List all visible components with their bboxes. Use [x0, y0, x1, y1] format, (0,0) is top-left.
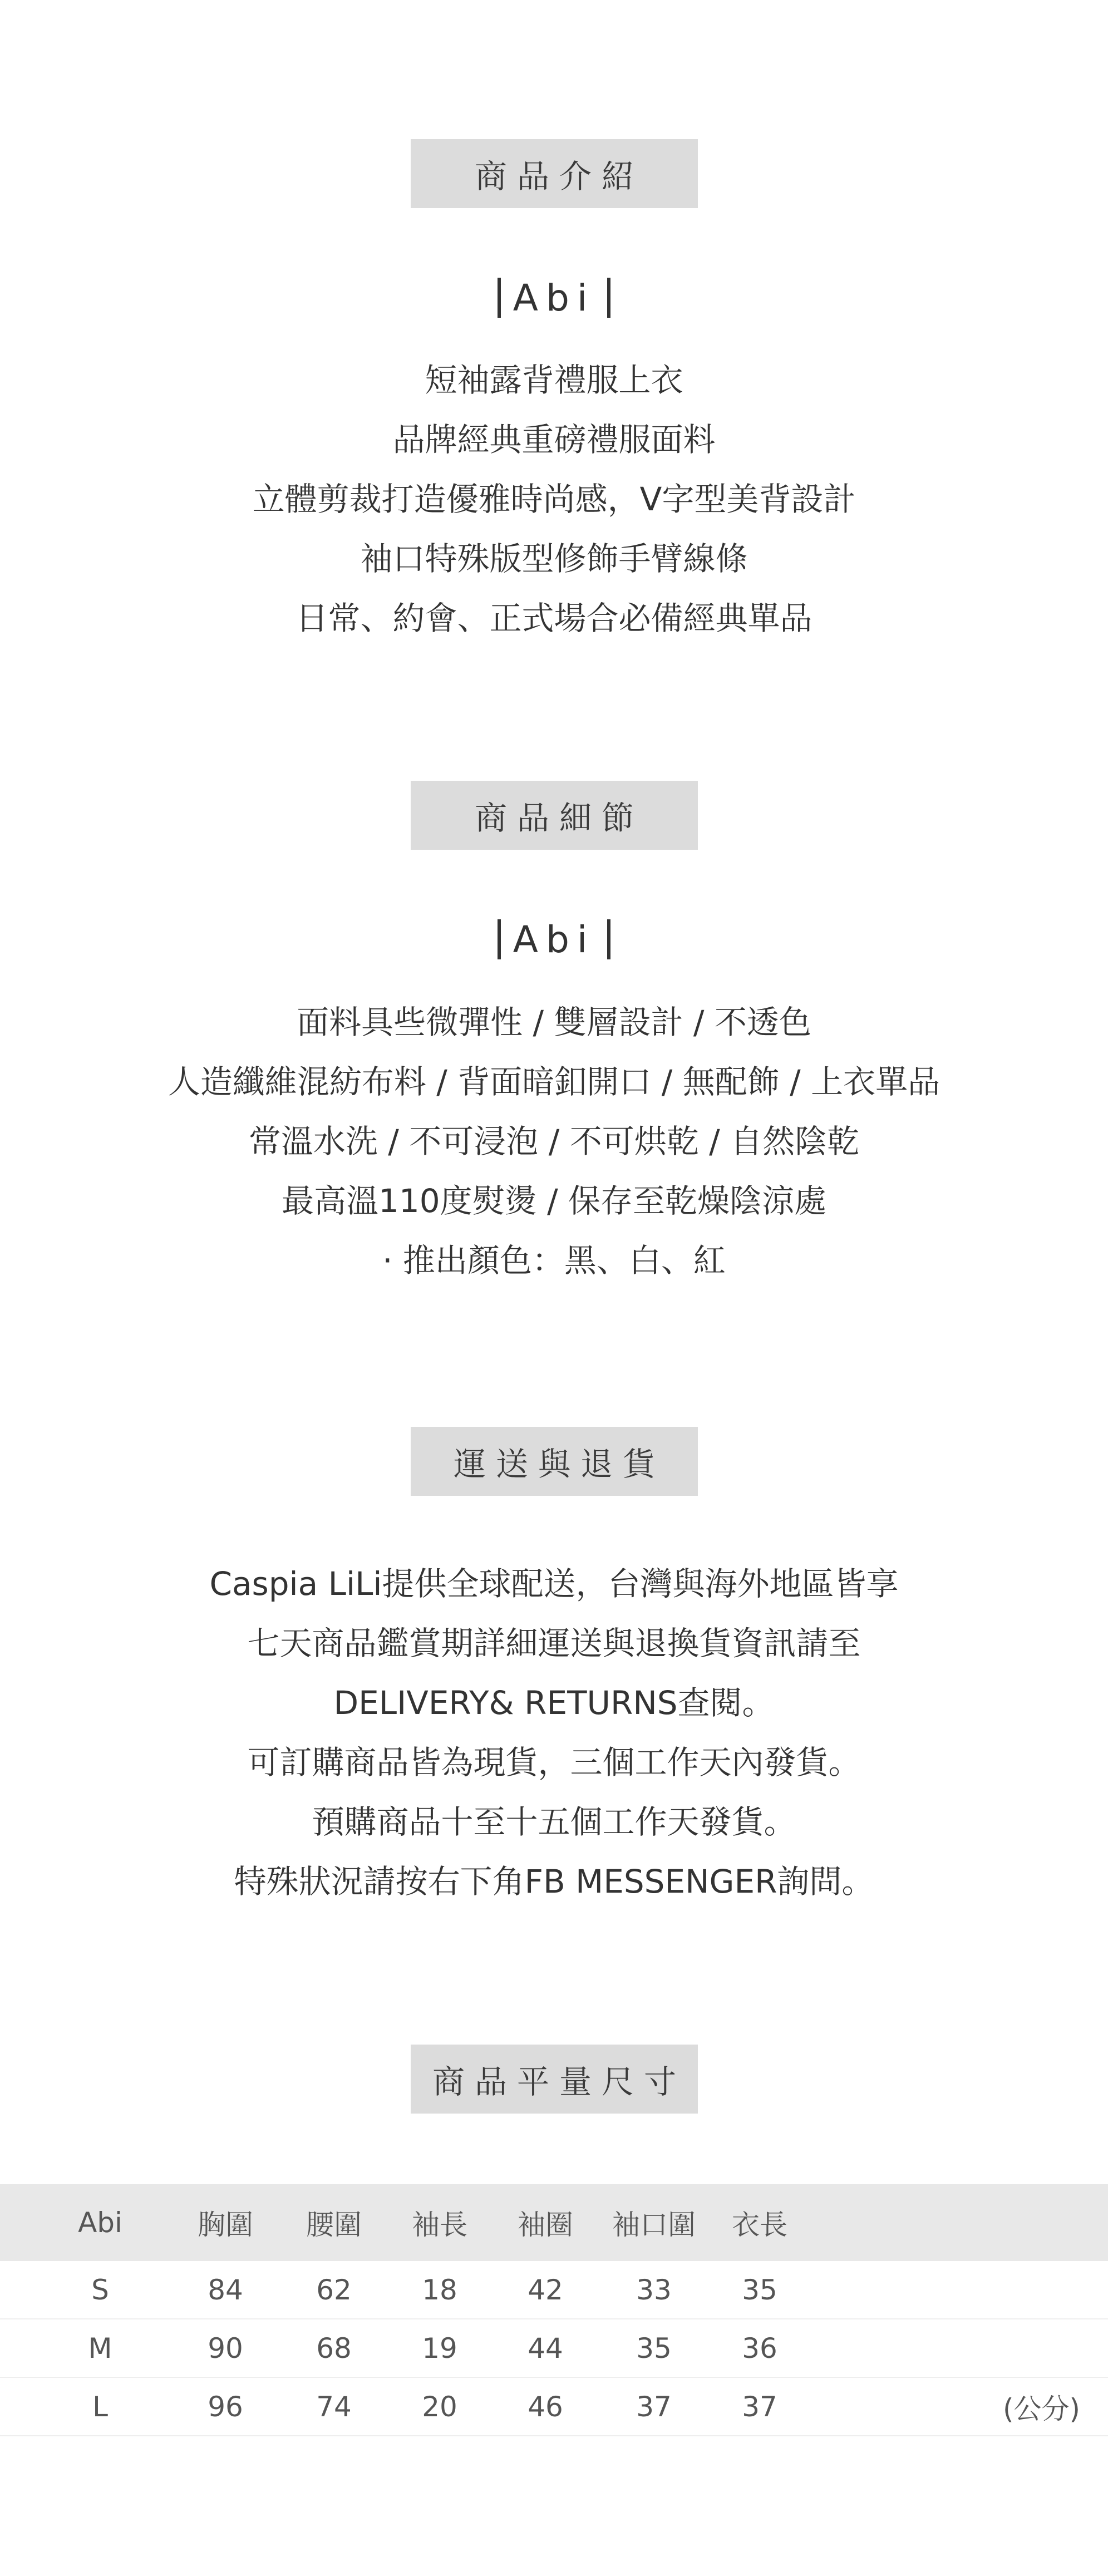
- shipping-line: 可訂購商品皆為現貨，三個工作天內發貨。: [247, 1743, 861, 1781]
- table-row: [0, 2319, 1108, 2378]
- size-table-header: [0, 2184, 1108, 2261]
- table-cell: 42: [528, 2273, 563, 2306]
- column-header: 袖長: [412, 2209, 467, 2241]
- table-cell: 37: [742, 2390, 777, 2423]
- details-heading: 商品細節: [411, 781, 698, 850]
- column-header: 衣長: [732, 2209, 787, 2241]
- table-row: [0, 2378, 1108, 2436]
- table-cell: 96: [208, 2390, 243, 2423]
- table-cell: 62: [316, 2273, 352, 2306]
- brand-bar-right: [607, 278, 610, 318]
- brand-bar-right: [607, 919, 610, 959]
- table-cell: 74: [316, 2390, 352, 2423]
- details-line: 常溫水洗 / 不可浸泡 / 不可烘乾 / 自然陰乾: [248, 1122, 860, 1160]
- intro-heading: 商品介紹: [411, 139, 698, 208]
- shipping-line: Caspia LiLi提供全球配送，台灣與海外地區皆享: [209, 1565, 899, 1603]
- column-header: 腰圍: [306, 2209, 362, 2241]
- intro-brand-text: Abi: [513, 276, 595, 319]
- table-cell: 44: [528, 2332, 563, 2365]
- details-brand-text: Abi: [513, 918, 595, 961]
- details-line: 面料具些微彈性 / 雙層設計 / 不透色: [297, 1003, 811, 1041]
- intro-brand: [0, 273, 1108, 323]
- size-unit-label: (公分): [1002, 2392, 1080, 2425]
- table-row: [0, 2261, 1108, 2319]
- intro-line: 日常、約會、正式場合必備經典單品: [296, 599, 812, 637]
- table-cell: 35: [636, 2332, 672, 2365]
- table-cell: 90: [208, 2332, 243, 2365]
- brand-bar-left: [498, 278, 501, 318]
- column-header: Abi: [78, 2206, 122, 2239]
- intro-line: 品牌經典重磅禮服面料: [392, 421, 716, 459]
- table-cell: 68: [316, 2332, 352, 2365]
- column-header: 胸圍: [198, 2209, 253, 2241]
- table-cell: 46: [528, 2390, 563, 2423]
- size-label: M: [88, 2332, 112, 2365]
- brand-bar-left: [498, 919, 501, 959]
- intro-description: [0, 351, 1108, 648]
- table-cell: 84: [208, 2273, 243, 2306]
- size-label: L: [92, 2390, 108, 2423]
- details-line: · 推出顏色：黑、白、紅: [382, 1242, 726, 1279]
- intro-line: 短袖露背禮服上衣: [425, 361, 683, 399]
- column-header: 袖口圍: [612, 2209, 696, 2241]
- table-cell: 37: [636, 2390, 672, 2423]
- table-cell: 35: [742, 2273, 777, 2306]
- size-heading: 商品平量尺寸: [411, 2045, 698, 2114]
- details-line: 最高溫110度熨燙 / 保存至乾燥陰涼處: [281, 1182, 827, 1220]
- intro-line: 袖口特殊版型修飾手臂線條: [360, 540, 748, 578]
- intro-line: 立體剪裁打造優雅時尚感，V字型美背設計: [252, 480, 856, 518]
- table-cell: 33: [636, 2273, 672, 2306]
- shipping-heading: 運送與退貨: [411, 1427, 698, 1496]
- shipping-line: 七天商品鑑賞期詳細運送與退換貨資訊請至: [247, 1624, 861, 1662]
- shipping-line: DELIVERY& RETURNS查閱。: [333, 1684, 775, 1722]
- details-line: 人造纖維混紡布料 / 背面暗釦開口 / 無配飾 / 上衣單品: [168, 1063, 940, 1101]
- details-description: [0, 993, 1108, 1291]
- size-label: S: [91, 2273, 109, 2306]
- details-brand: [0, 914, 1108, 964]
- shipping-line: 特殊狀況請按右下角FB MESSENGER詢問。: [234, 1863, 874, 1900]
- shipping-line: 預購商品十至十五個工作天發貨。: [312, 1803, 796, 1841]
- table-cell: 19: [422, 2332, 457, 2365]
- table-cell: 18: [422, 2273, 457, 2306]
- table-cell: 20: [422, 2390, 457, 2423]
- size-table: [0, 2184, 1108, 2436]
- shipping-description: [0, 1554, 1108, 1912]
- column-header: 袖圈: [518, 2209, 573, 2241]
- table-cell: 36: [742, 2332, 777, 2365]
